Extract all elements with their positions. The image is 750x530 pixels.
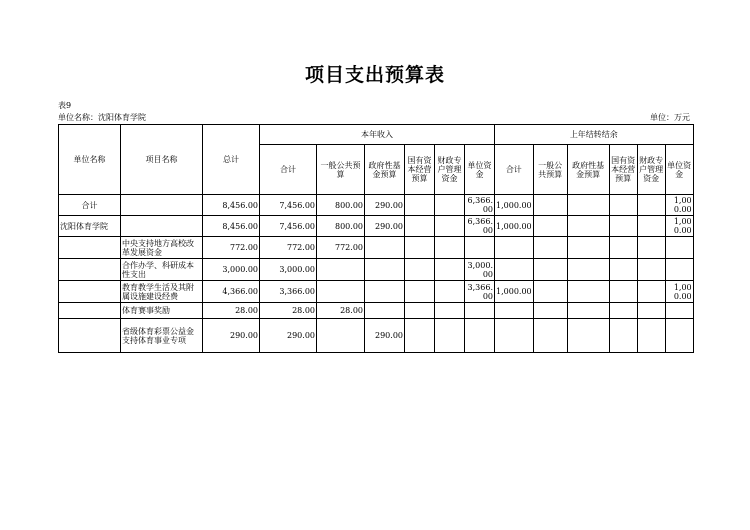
cell-co-total: 1,000.00 (495, 216, 534, 237)
cell-cy-total: 28.00 (260, 303, 317, 319)
cell-cy-total: 7,456.00 (260, 216, 317, 237)
cell-co-state-capital (609, 303, 637, 319)
header-project-name: 项目名称 (121, 125, 203, 195)
cell-cy-special (435, 259, 465, 281)
header-cy-general: 一般公共预算 (317, 145, 365, 195)
cell-co-general (533, 216, 567, 237)
cell-cy-special (435, 303, 465, 319)
cell-co-fund (567, 281, 609, 303)
cell-cy-unit (465, 319, 495, 353)
cell-cy-state-capital (405, 195, 435, 216)
cell-cy-fund: 290.00 (365, 319, 405, 353)
table-number: 表9 (58, 101, 72, 110)
cell-co-fund (567, 216, 609, 237)
cell-total: 772.00 (203, 237, 260, 259)
cell-co-general (533, 303, 567, 319)
cell-co-fund (567, 303, 609, 319)
cell-co-fund (567, 259, 609, 281)
cell-cy-fund: 290.00 (365, 195, 405, 216)
cell-total: 8,456.00 (203, 216, 260, 237)
cell-unit: 合计 (59, 195, 121, 216)
cell-cy-unit (465, 303, 495, 319)
cell-co-total: 1,000.00 (495, 195, 534, 216)
cell-total: 28.00 (203, 303, 260, 319)
cell-total: 4,366.00 (203, 281, 260, 303)
cell-cy-general (317, 259, 365, 281)
cell-cy-general: 800.00 (317, 216, 365, 237)
cell-co-unit (665, 319, 693, 353)
cell-co-state-capital (609, 237, 637, 259)
cell-cy-total: 7,456.00 (260, 195, 317, 216)
cell-co-general (533, 281, 567, 303)
cell-cy-state-capital (405, 216, 435, 237)
cell-cy-total: 772.00 (260, 237, 317, 259)
cell-project: 省级体育彩票公益金支持体育事业专项 (121, 319, 203, 353)
cell-cy-fund (365, 237, 405, 259)
cell-co-special (637, 195, 665, 216)
cell-project (121, 216, 203, 237)
cell-cy-state-capital (405, 281, 435, 303)
page-title: 项目支出预算表 (304, 64, 445, 86)
header-cy-total: 合计 (260, 145, 317, 195)
cell-cy-unit: 3,000.00 (465, 259, 495, 281)
table-row (59, 195, 694, 216)
cell-cy-special (435, 216, 465, 237)
cell-cy-unit: 3,366.00 (465, 281, 495, 303)
cell-co-general (533, 237, 567, 259)
cell-unit: 沈阳体育学院 (59, 216, 121, 237)
cell-co-total (495, 259, 534, 281)
header-cy-special: 财政专户管理资金 (435, 145, 465, 195)
table-row (59, 303, 694, 319)
cell-co-unit: 1,000.00 (665, 281, 693, 303)
cell-co-fund (567, 319, 609, 353)
cell-project (121, 195, 203, 216)
cell-co-unit (665, 237, 693, 259)
cell-cy-general: 28.00 (317, 303, 365, 319)
table-row (59, 237, 694, 259)
cell-cy-fund (365, 281, 405, 303)
cell-unit (59, 319, 121, 353)
cell-co-state-capital (609, 281, 637, 303)
cell-co-fund (567, 195, 609, 216)
cell-cy-total: 3,000.00 (260, 259, 317, 281)
cell-unit (59, 281, 121, 303)
cell-unit (59, 259, 121, 281)
header-unit-name: 单位名称 (59, 125, 121, 195)
cell-cy-general: 800.00 (317, 195, 365, 216)
cell-co-general (533, 319, 567, 353)
header-co-fund: 政府性基金预算 (567, 145, 609, 195)
budget-table (58, 124, 694, 353)
cell-co-state-capital (609, 319, 637, 353)
cell-co-unit: 1,000.00 (665, 216, 693, 237)
cell-project: 体育赛事奖励 (121, 303, 203, 319)
cell-co-state-capital (609, 195, 637, 216)
header-co-special: 财政专户管理资金 (637, 145, 665, 195)
header-cy-fund: 政府性基金预算 (365, 145, 405, 195)
cell-cy-special (435, 281, 465, 303)
cell-cy-general (317, 319, 365, 353)
cell-cy-state-capital (405, 303, 435, 319)
header-current-year-income: 本年收入 (260, 125, 495, 145)
cell-cy-fund (365, 303, 405, 319)
cell-cy-total: 290.00 (260, 319, 317, 353)
cell-co-special (637, 216, 665, 237)
cell-cy-fund: 290.00 (365, 216, 405, 237)
cell-total: 8,456.00 (203, 195, 260, 216)
header-co-unit: 单位资金 (665, 145, 693, 195)
cell-cy-special (435, 319, 465, 353)
cell-co-fund (567, 237, 609, 259)
cell-cy-unit: 6,366.00 (465, 216, 495, 237)
cell-project: 教育教学生活及其附属设施建设经费 (121, 281, 203, 303)
header-co-total: 合计 (495, 145, 534, 195)
cell-cy-state-capital (405, 319, 435, 353)
cell-cy-fund (365, 259, 405, 281)
header-row-1 (59, 125, 694, 145)
cell-co-unit (665, 303, 693, 319)
cell-co-special (637, 303, 665, 319)
cell-cy-unit (465, 237, 495, 259)
cell-total: 3,000.00 (203, 259, 260, 281)
cell-co-unit (665, 259, 693, 281)
unit-name-label: 单位名称：沈阳体育学院 (58, 113, 146, 122)
cell-co-total (495, 237, 534, 259)
table-row (59, 259, 694, 281)
cell-co-state-capital (609, 216, 637, 237)
cell-co-unit: 1,000.00 (665, 195, 693, 216)
cell-cy-general: 772.00 (317, 237, 365, 259)
cell-cy-state-capital (405, 237, 435, 259)
cell-co-general (533, 259, 567, 281)
cell-co-special (637, 259, 665, 281)
cell-project: 合作办学、科研成本性支出 (121, 259, 203, 281)
cell-unit (59, 237, 121, 259)
cell-co-state-capital (609, 259, 637, 281)
table-row (59, 281, 694, 303)
cell-co-total (495, 303, 534, 319)
header-total: 总计 (203, 125, 260, 195)
cell-co-special (637, 281, 665, 303)
cell-cy-total: 3,366.00 (260, 281, 317, 303)
cell-co-total (495, 319, 534, 353)
cell-co-special (637, 237, 665, 259)
cell-co-total: 1,000.00 (495, 281, 534, 303)
cell-total: 290.00 (203, 319, 260, 353)
cell-cy-special (435, 195, 465, 216)
cell-cy-state-capital (405, 259, 435, 281)
header-cy-unit: 单位资金 (465, 145, 495, 195)
cell-project: 中央支持地方高校改革发展资金 (121, 237, 203, 259)
table-row (59, 216, 694, 237)
header-co-general: 一般公共预算 (533, 145, 567, 195)
header-co-state-capital: 国有资本经营预算 (609, 145, 637, 195)
cell-unit (59, 303, 121, 319)
header-cy-state-capital: 国有资本经营预算 (405, 145, 435, 195)
cell-cy-unit: 6,366.00 (465, 195, 495, 216)
cell-cy-special (435, 237, 465, 259)
header-carryover: 上年结转结余 (495, 125, 694, 145)
table-row (59, 319, 694, 353)
cell-cy-general (317, 281, 365, 303)
cell-co-special (637, 319, 665, 353)
currency-unit-label: 单位：万元 (650, 113, 690, 122)
cell-co-general (533, 195, 567, 216)
